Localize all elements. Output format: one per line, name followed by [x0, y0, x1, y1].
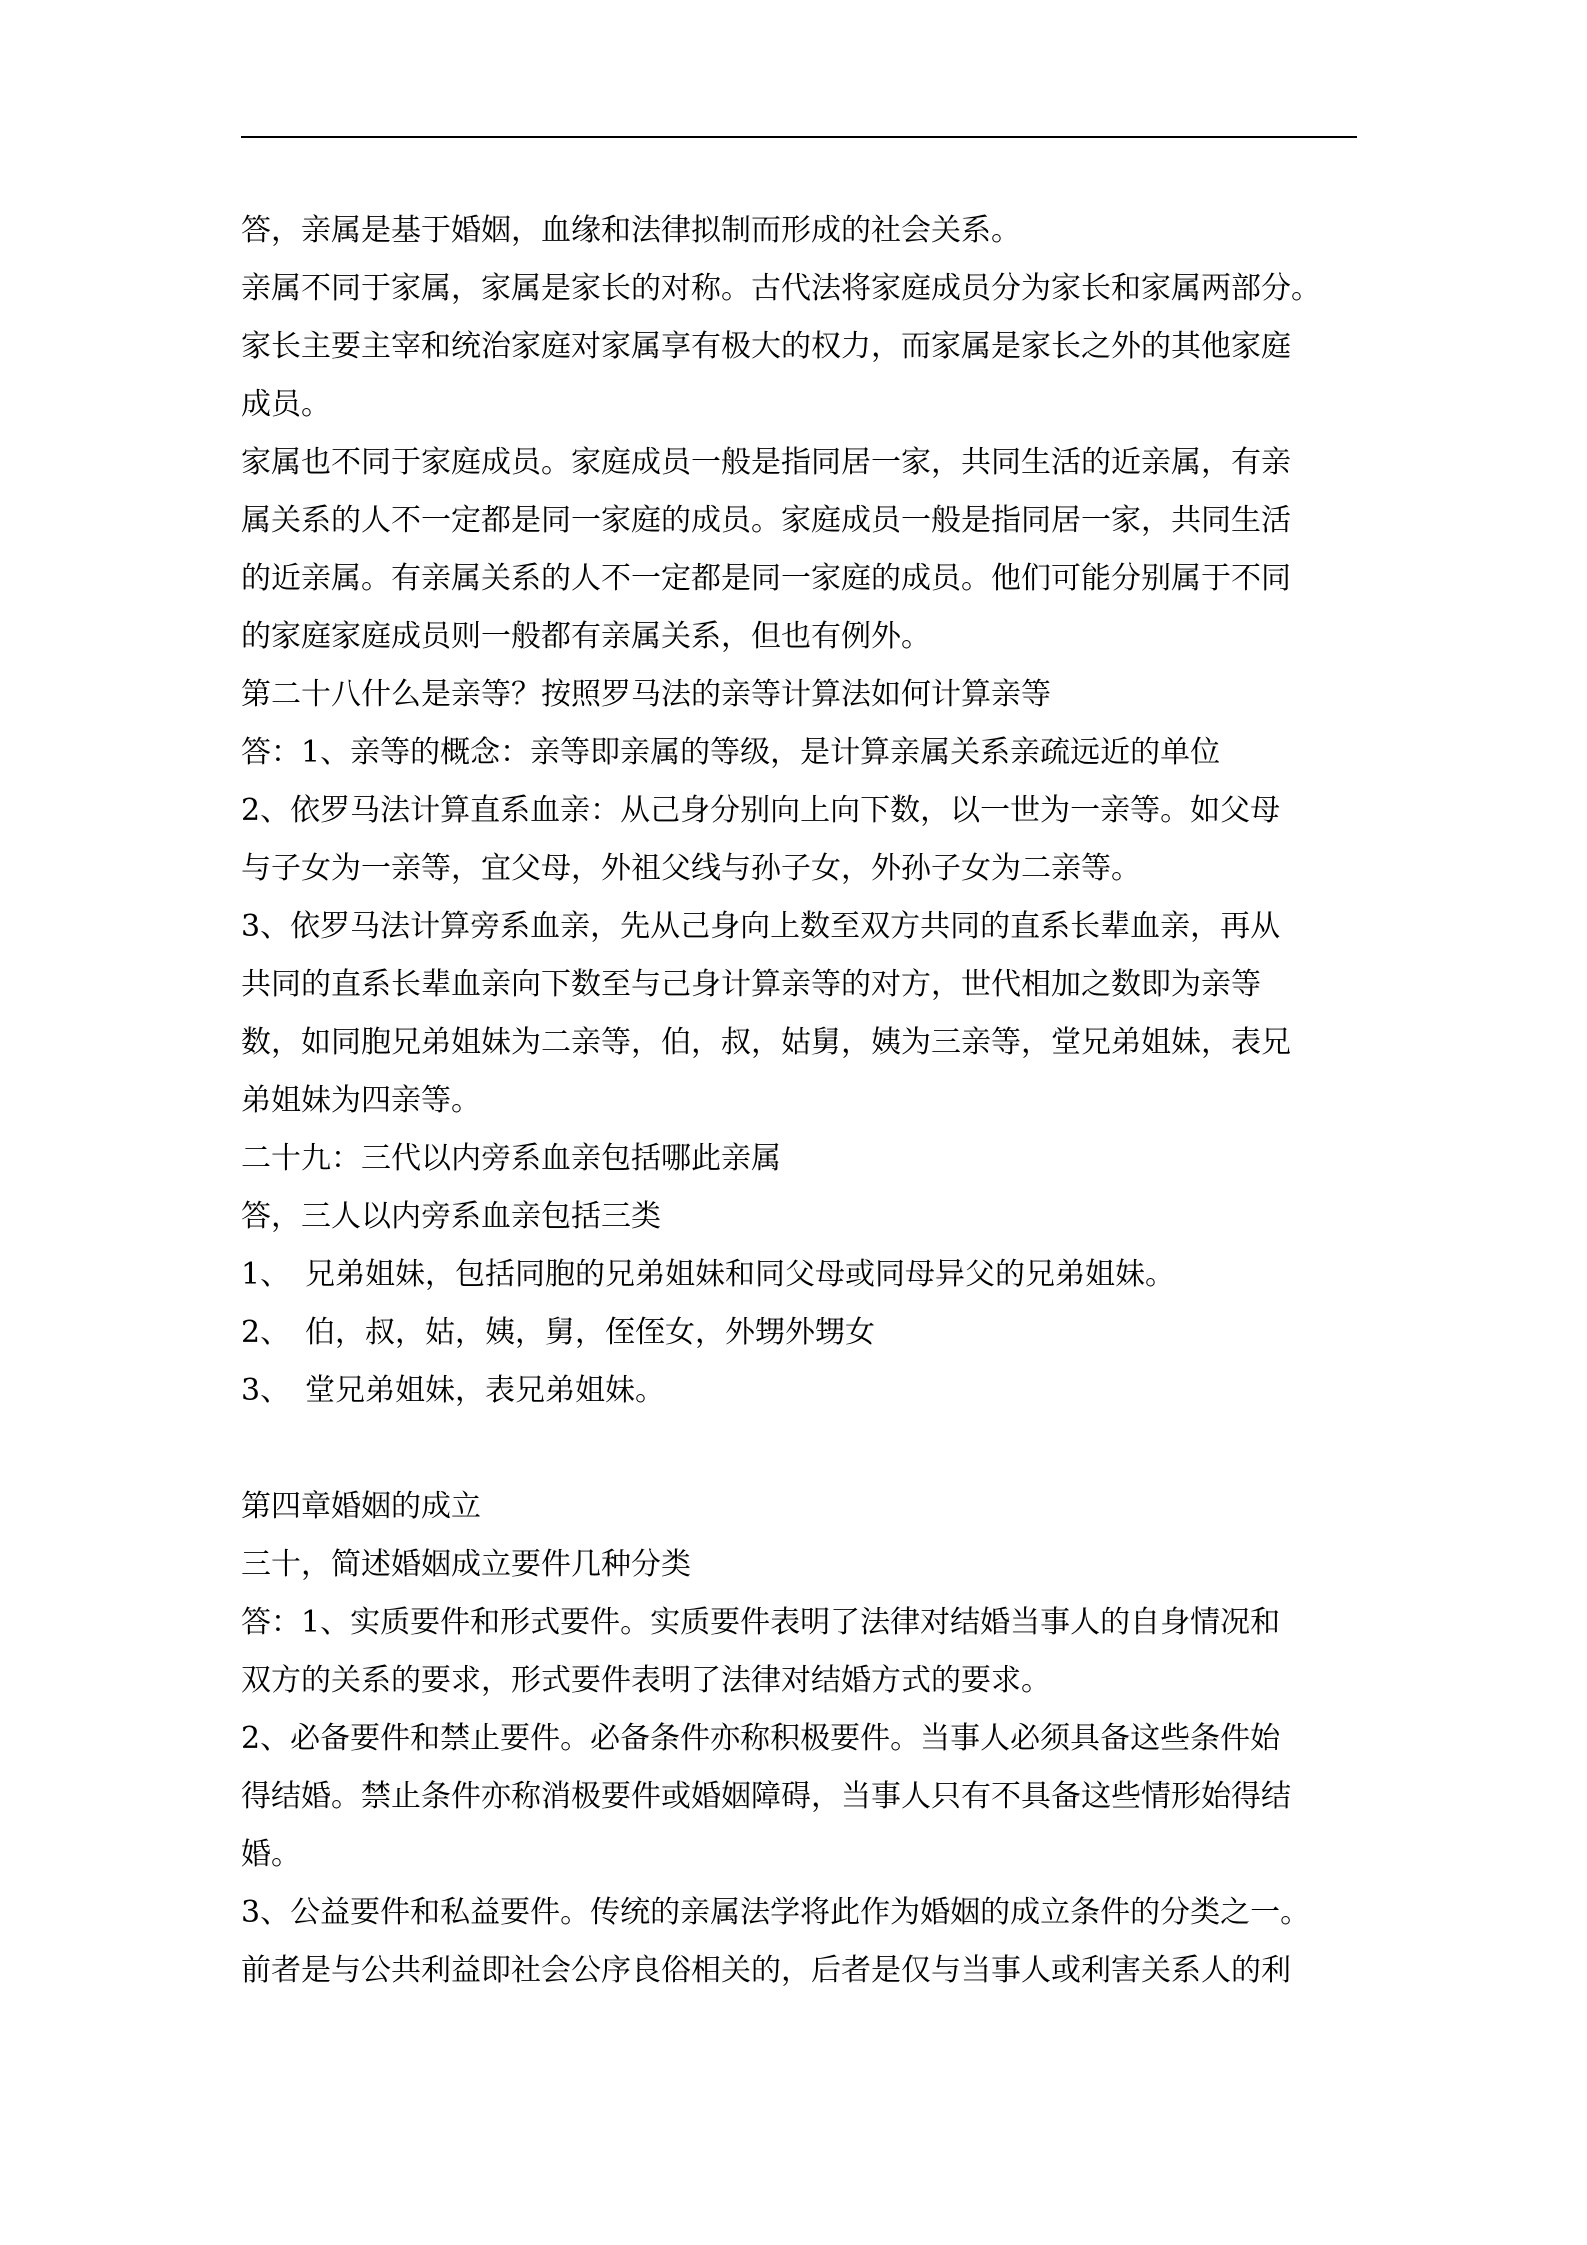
header-rule [241, 136, 1357, 138]
text-line: 答：1、实质要件和形式要件。实质要件表明了法律对结婚当事人的自身情况和 [241, 1605, 1281, 1640]
chapter-title: 第四章婚姻的成立 [241, 1489, 481, 1524]
question-heading: 三十，简述婚姻成立要件几种分类 [241, 1547, 691, 1582]
text-line: 前者是与公共利益即社会公序良俗相关的，后者是仅与当事人或利害关系人的利 [241, 1953, 1291, 1988]
text-line: 家长主要主宰和统治家庭对家属享有极大的权力，而家属是家长之外的其他家庭 [241, 329, 1291, 364]
text-line: 得结婚。禁止条件亦称消极要件或婚姻障碍，当事人只有不具备这些情形始得结 [241, 1779, 1291, 1814]
text-line: 答，三人以内旁系血亲包括三类 [241, 1199, 661, 1234]
question-heading: 二十九：三代以内旁系血亲包括哪此亲属 [241, 1141, 781, 1176]
text-line: 3、公益要件和私益要件。传统的亲属法学将此作为婚姻的成立条件的分类之一。 [241, 1895, 1311, 1930]
list-item-text: 兄弟姐妹，包括同胞的兄弟姐妹和同父母或同母异父的兄弟姐妹。 [305, 1257, 1175, 1292]
text-line: 弟姐妹为四亲等。 [241, 1083, 481, 1118]
text-line: 亲属不同于家属，家属是家长的对称。古代法将家庭成员分为家长和家属两部分。 [241, 271, 1321, 306]
text-line: 2、必备要件和禁止要件。必备条件亦称积极要件。当事人必须具备这些条件始 [241, 1721, 1281, 1756]
text-line: 数，如同胞兄弟姐妹为二亲等，伯，叔，姑舅，姨为三亲等，堂兄弟姐妹，表兄 [241, 1025, 1291, 1060]
text-line: 共同的直系长辈血亲向下数至与己身计算亲等的对方，世代相加之数即为亲等 [241, 967, 1261, 1002]
text-line: 成员。 [241, 387, 331, 422]
list-item [241, 1362, 1361, 1420]
list-item-number: 3、 [241, 1373, 291, 1408]
list-item [241, 1246, 1361, 1304]
document-body [241, 202, 1361, 2000]
list-item-number: 1、 [241, 1257, 291, 1292]
question-heading: 第二十八什么是亲等？按照罗马法的亲等计算法如何计算亲等 [241, 677, 1051, 712]
text-line: 答，亲属是基于婚姻，血缘和法律拟制而形成的社会关系。 [241, 213, 1021, 248]
text-line: 答：1、亲等的概念：亲等即亲属的等级，是计算亲属关系亲疏远近的单位 [241, 735, 1221, 770]
list-item [241, 1304, 1361, 1362]
list-item-number: 2、 [241, 1315, 291, 1350]
text-line: 的近亲属。有亲属关系的人不一定都是同一家庭的成员。他们可能分别属于不同 [241, 561, 1291, 596]
text-line: 2、依罗马法计算直系血亲：从己身分别向上向下数，以一世为一亲等。如父母 [241, 793, 1281, 828]
text-line: 家属也不同于家庭成员。家庭成员一般是指同居一家，共同生活的近亲属，有亲 [241, 445, 1291, 480]
blank-line [241, 1420, 1361, 1478]
list-item-text: 伯，叔，姑，姨，舅，侄侄女，外甥外甥女 [305, 1315, 875, 1350]
text-line: 婚。 [241, 1837, 301, 1872]
text-line: 与子女为一亲等，宜父母，外祖父线与孙子女，外孙子女为二亲等。 [241, 851, 1141, 886]
text-line: 双方的关系的要求，形式要件表明了法律对结婚方式的要求。 [241, 1663, 1051, 1698]
list-item-text: 堂兄弟姐妹，表兄弟姐妹。 [305, 1373, 665, 1408]
text-line: 3、依罗马法计算旁系血亲，先从己身向上数至双方共同的直系长辈血亲，再从 [241, 909, 1281, 944]
text-line: 属关系的人不一定都是同一家庭的成员。家庭成员一般是指同居一家，共同生活 [241, 503, 1291, 538]
text-line: 的家庭家庭成员则一般都有亲属关系，但也有例外。 [241, 619, 931, 654]
